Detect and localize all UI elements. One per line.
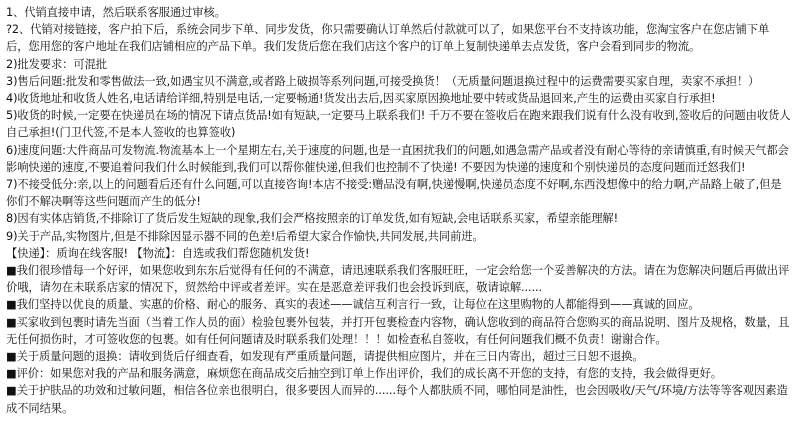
notice-item-wholesale: 2)批发要求：可混批: [6, 57, 107, 71]
notice-item-quality-promise: ■我们坚持以优良的质量、实惠的价格、耐心的服务、真实的表述——诚信互利言行一致，让每位在这里购物的人都能得到——真诚的回应。: [6, 298, 700, 312]
notice-item-returns: ■关于质量问题的退换：请收到货后仔细查看，如发现有严重质量问题，请提供相应图片，并在三日内寄出，超过三日恕不退换。: [6, 350, 644, 364]
notice-item-apply: 1、代销直接申请，然后联系客服通过审核。: [6, 6, 226, 19]
notice-item-review: ■我们很珍惜每一个好评，如果您收到东东后觉得有任何的不满意，请迅速联系我们客服旺旺，一定会给您一个妥善解决的方法。请在为您解决问题后再做出评价哦，请勿在未联系店家的情况下，贸然给中评或者差评。实在是恶意差评我们也会投诉到底，敬请谅解......: [6, 264, 790, 295]
notice-item-courier: 【快递】：质询在线客服! 【物流】：自选或我们帮您随机发货!: [6, 246, 310, 260]
notice-item-address: 4)收货地址和收货人姓名,电话请给详细,特别是电话,一定要畅通!货发出去后,因买家原因换地址要中转或货品退回来,产生的运费由买家自行承担!: [6, 92, 716, 106]
notice-item-receiving: 5)收货的时候,一定要在快递员在场的情况下请点货品!如有短缺,一定要马上联系我们! 千万不要在签收后在跑来跟我们说有什么没有收到,签收后的问题由收货人自己承担!(门卫代签,不是本人签收的也算签收): [6, 109, 791, 140]
notice-item-photos: 9)关于产品,实物图片,但是不排除因显示器不同的色差!后希望大家合作愉快,共同发展,共同前进。: [6, 229, 484, 243]
notice-item-stock: 8)因有实体店销货,不排除订了货后发生短缺的现象,我们会严格按照亲的订单发货,如有短缺,会电话联系买家，希望亲能理解!: [6, 212, 619, 226]
notice-item-speed: 6)速度问题:大件商品可发物流.物流基本上一个星期左右,关于速度的问题,也是一直困扰我们的问题,如遇急需产品或者没有耐心等待的亲请慎重,有时候天气都会影响快递的速度,不要追着问我们什么时候能到,我们可以帮你催快递,但我们也控制不了快递! 不要因为快递的速度和个别快递员的态度问题而迁怒我们!: [6, 143, 789, 174]
notice-item-inspection: ■买家收到包裹时请先当面（当着工作人员的面）检验包裹外包装，并打开包裹检查内容物，确认您收到的商品符合您购买的商品说明、图片及规格，数量，且无任何损伤时，才可签收您的包裹。如有任何问题请及时联系我们处理！！！如检查私自签收，有任何问题我们概不负责！谢谢合作。: [6, 315, 790, 346]
notice-item-low-rating: 7)不接受低分:亲,以上的问题看后还有什么问题,可以直接咨询!本店不接受:赠品没有啊,快递慢啊,快递员态度不好啊,东西没想像中的给力啊,产品路上破了,但是你们不解决啊等这些问题而产生的低分!: [6, 178, 782, 209]
notice-item-skincare: ■关于护肤品的功效和过敏问题，相信各位亲也很明白，很多要因人而异的......每个人都肤质不同，哪怕同是油性，也会因吸收/天气/环境/方法等等客观因素造成不同结果。: [6, 384, 788, 415]
notice-item-dropship-link: ?2、代销对接链接，客户拍下后，系统会同步下单、同步发货，你只需要确认订单然后付款就可以了，如果您平台不支持该功能，您淘宝客户在您店铺下单后，您用您的客户地址在我们店铺相应的产品下单。我们发货后您在我们店这个客户的订单上复制快递单去点发货，客户会看到同步的物流。: [6, 23, 770, 54]
notice-item-evaluation: ■评价：如果您对我的产品和服务满意，麻烦您在商品成交后抽空到订单上作出评价，我们的成长离不开您的支持，有您的支持，我会做得更好。: [6, 367, 722, 381]
notice-item-after-sale: 3)售后问题:批发和零售做法一致,如遇宝贝不满意,或者路上破损等系列问题,可接受换货！（无质量问题退换过程中的运费需要买家自理，卖家不承担！）: [6, 74, 760, 88]
